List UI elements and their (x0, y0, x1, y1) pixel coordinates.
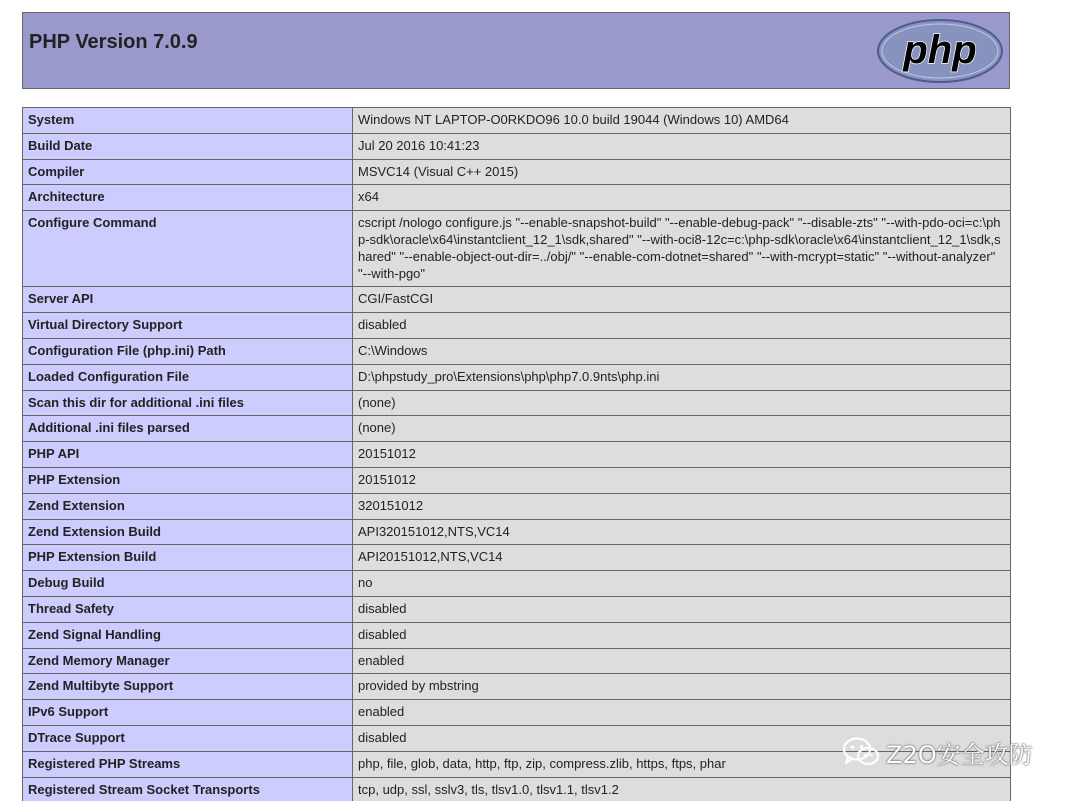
row-value: x64 (353, 185, 1011, 211)
watermark-text: Z2O安全攻防 (886, 740, 1033, 769)
table-row (23, 622, 1011, 648)
row-key: Zend Multibyte Support (23, 674, 353, 700)
page-title: PHP Version 7.0.9 (29, 31, 198, 53)
table-row (23, 751, 1011, 777)
table-row (23, 571, 1011, 597)
row-key: Debug Build (23, 571, 353, 597)
row-value: cscript /nologo configure.js "--enable-snapshot-build" "--enable-debug-pack" "--disable-zts" "--with-pdo-oci=c:\php-sdk\oracle\x64\instantclient_12_1\sdk,shared" "--with-oci8-12c=c:\php-sdk\oracle\x64\instantclient_12_1\sdk,shared" "--enable-object-out-dir=../obj/" "--enable-com-dotnet=shared" "--with-mcrypt=static" "--without-analyzer" "--with-pgo" (353, 211, 1011, 287)
table-row (23, 545, 1011, 571)
row-key: Additional .ini files parsed (23, 416, 353, 442)
row-key: PHP Extension (23, 467, 353, 493)
row-key: Zend Extension (23, 493, 353, 519)
row-value: C:\Windows (353, 338, 1011, 364)
row-value: 20151012 (353, 467, 1011, 493)
table-row (23, 467, 1011, 493)
row-key: Zend Extension Build (23, 519, 353, 545)
row-value: disabled (353, 596, 1011, 622)
row-value: provided by mbstring (353, 674, 1011, 700)
table-row (23, 159, 1011, 185)
row-value: CGI/FastCGI (353, 287, 1011, 313)
row-key: Server API (23, 287, 353, 313)
row-value: 320151012 (353, 493, 1011, 519)
table-row (23, 185, 1011, 211)
table-row (23, 133, 1011, 159)
table-row (23, 313, 1011, 339)
row-key: Build Date (23, 133, 353, 159)
row-value: 20151012 (353, 442, 1011, 468)
row-key: Loaded Configuration File (23, 364, 353, 390)
row-value: disabled (353, 622, 1011, 648)
row-key: Scan this dir for additional .ini files (23, 390, 353, 416)
php-info-table (22, 107, 1011, 801)
row-value: Jul 20 2016 10:41:23 (353, 133, 1011, 159)
table-row (23, 493, 1011, 519)
table-row (23, 700, 1011, 726)
table-row (23, 390, 1011, 416)
row-key: DTrace Support (23, 725, 353, 751)
row-key: Registered PHP Streams (23, 751, 353, 777)
row-key: Architecture (23, 185, 353, 211)
table-row (23, 442, 1011, 468)
row-key: Thread Safety (23, 596, 353, 622)
row-value: enabled (353, 648, 1011, 674)
row-key: Registered Stream Socket Transports (23, 777, 353, 801)
row-key: PHP API (23, 442, 353, 468)
row-value: D:\phpstudy_pro\Extensions\php\php7.0.9nts\php.ini (353, 364, 1011, 390)
row-key: Configure Command (23, 211, 353, 287)
row-value: (none) (353, 416, 1011, 442)
row-value: MSVC14 (Visual C++ 2015) (353, 159, 1011, 185)
row-value: Windows NT LAPTOP-O0RKDO96 10.0 build 19044 (Windows 10) AMD64 (353, 108, 1011, 134)
row-value: enabled (353, 700, 1011, 726)
row-value: disabled (353, 725, 1011, 751)
table-row (23, 108, 1011, 134)
row-value: API320151012,NTS,VC14 (353, 519, 1011, 545)
php-version-header (22, 12, 1010, 89)
table-row (23, 674, 1011, 700)
table-row (23, 338, 1011, 364)
table-row (23, 648, 1011, 674)
row-key: PHP Extension Build (23, 545, 353, 571)
row-key: IPv6 Support (23, 700, 353, 726)
row-key: Compiler (23, 159, 353, 185)
table-row (23, 211, 1011, 287)
php-logo (876, 18, 1004, 84)
table-row (23, 287, 1011, 313)
table-row (23, 777, 1011, 801)
row-value: (none) (353, 390, 1011, 416)
php-logo-text: php (903, 28, 977, 72)
row-value: disabled (353, 313, 1011, 339)
table-row (23, 725, 1011, 751)
row-value: tcp, udp, ssl, sslv3, tls, tlsv1.0, tlsv1.1, tlsv1.2 (353, 777, 1011, 801)
row-key: Configuration File (php.ini) Path (23, 338, 353, 364)
table-row (23, 416, 1011, 442)
row-key: System (23, 108, 353, 134)
table-row (23, 596, 1011, 622)
row-value: API20151012,NTS,VC14 (353, 545, 1011, 571)
row-value: php, file, glob, data, http, ftp, zip, compress.zlib, https, ftps, phar (353, 751, 1011, 777)
php-info-table-body (23, 108, 1011, 801)
table-row (23, 519, 1011, 545)
row-key: Zend Signal Handling (23, 622, 353, 648)
row-key: Virtual Directory Support (23, 313, 353, 339)
row-key: Zend Memory Manager (23, 648, 353, 674)
row-value: no (353, 571, 1011, 597)
table-row (23, 364, 1011, 390)
